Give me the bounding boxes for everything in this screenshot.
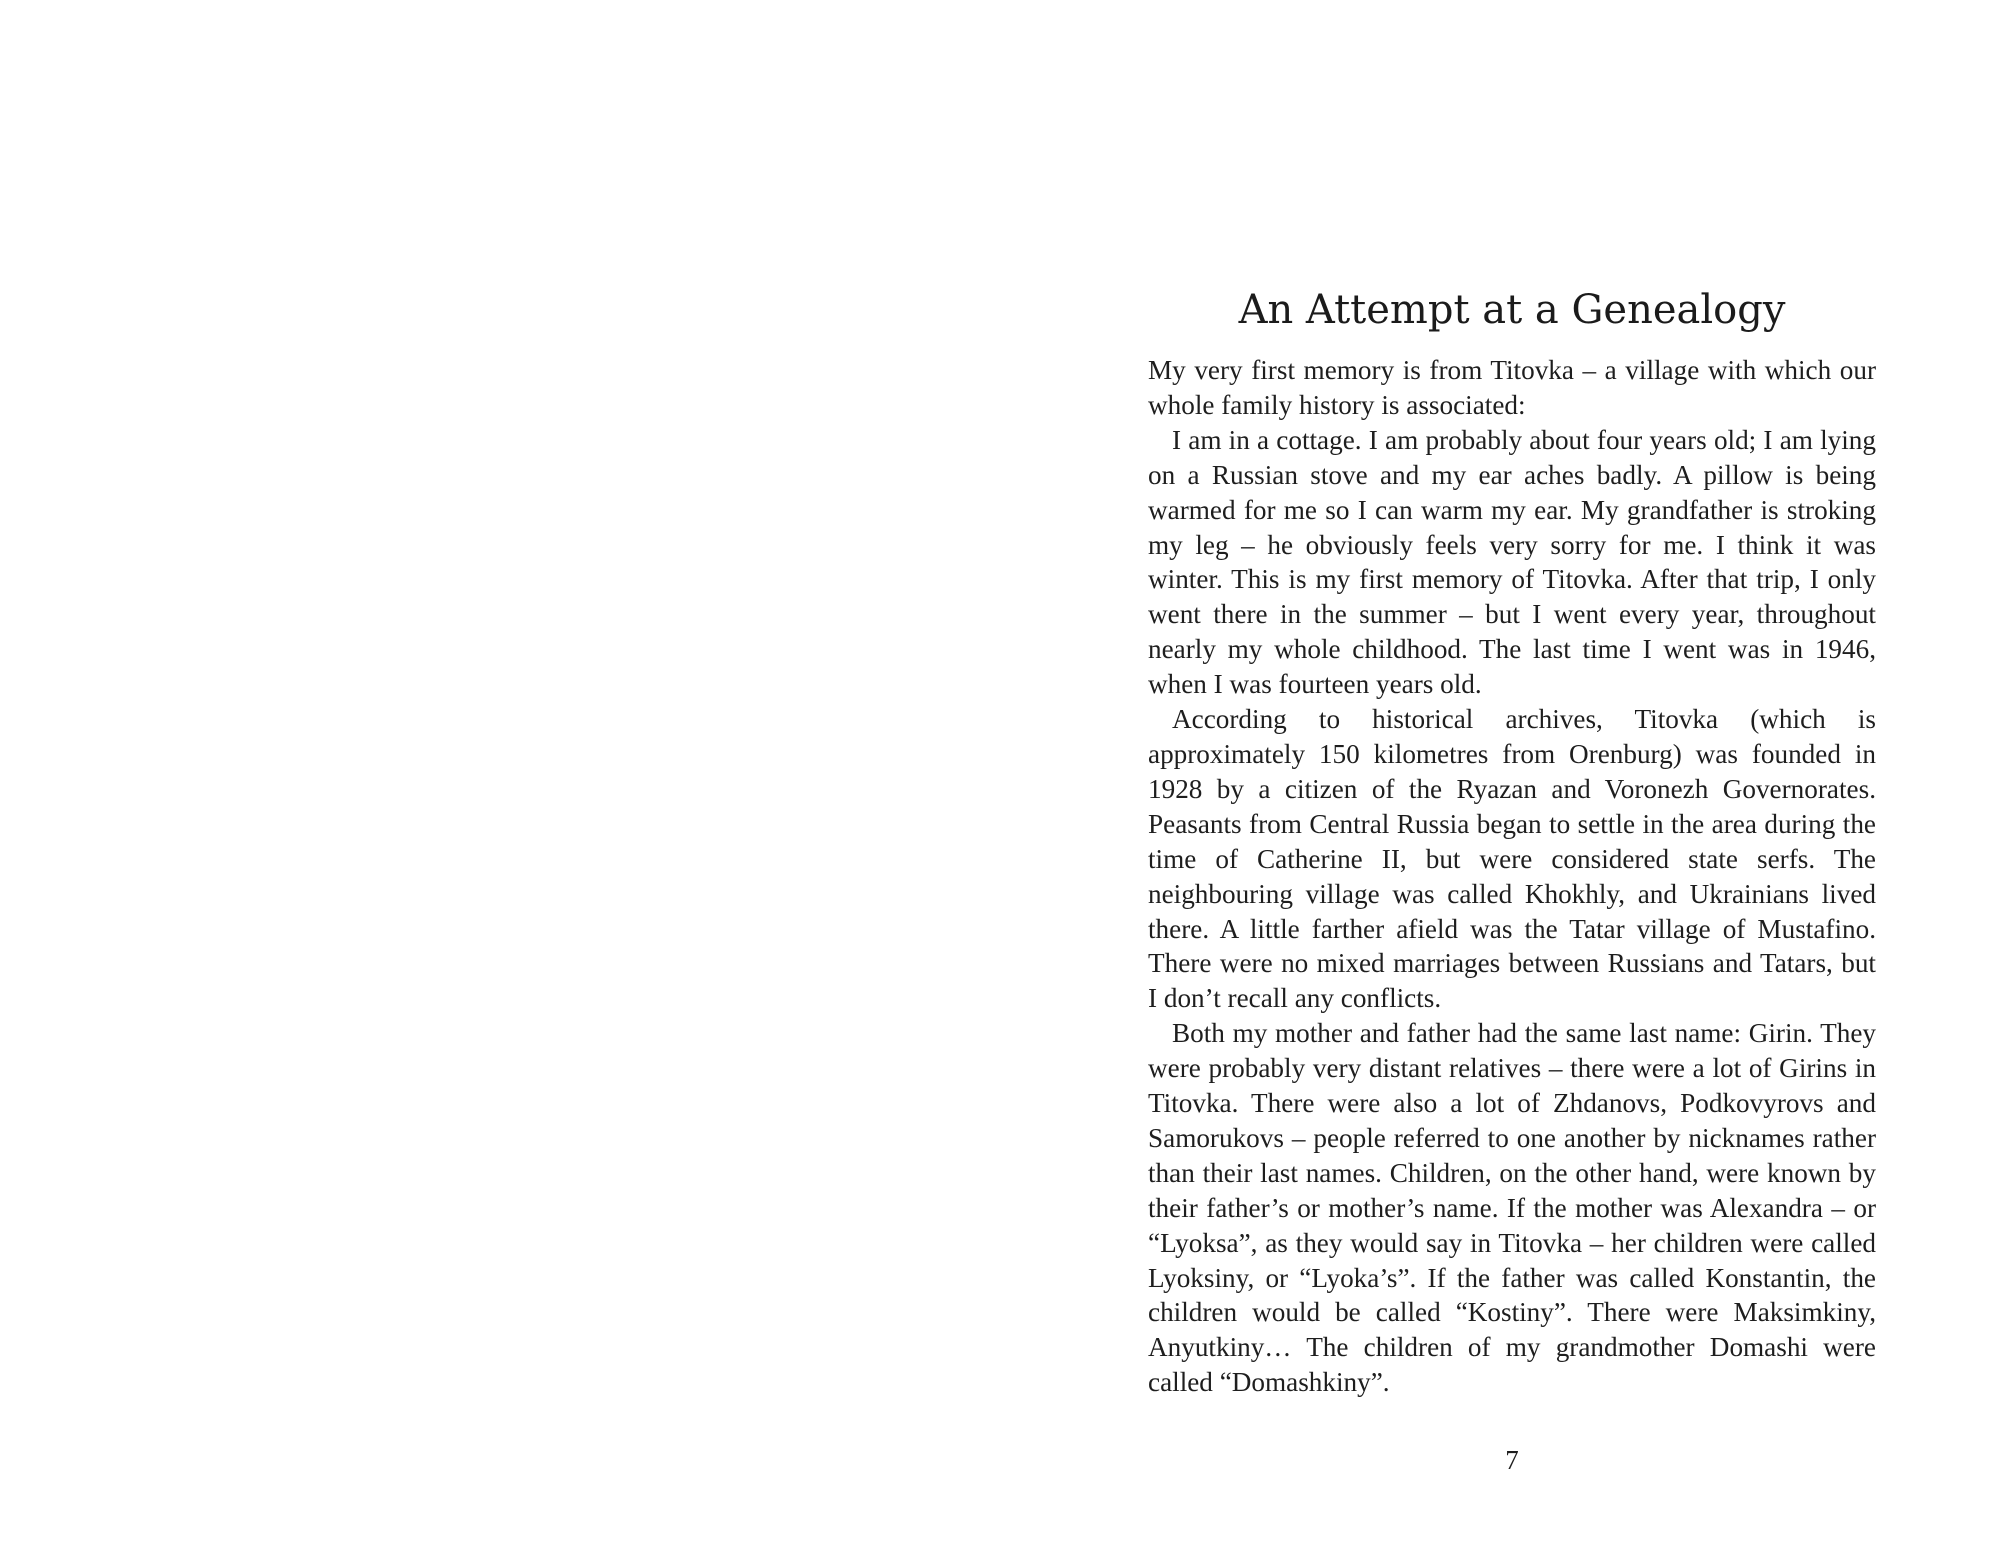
chapter-title: An Attempt at a Genealogy [1238, 287, 1786, 333]
paragraph-4: Both my mother and father had the same last name: Girin. They were probably very distant relatives – there were a lot of Girins in Titovka. There were also a lot of Zhdanovs, Podkovyrovs and Samorukovs – people referred to one another by nicknames rather than their last names. Children, on the other hand, were known by their father’s or mother’s name. If the mother was Alexandra – or “Lyoksa”, as they would say in Titovka – her children were called Lyoksiny, or “Lyoka’s”. If the father was called Konstantin, the children would be called “Kostiny”. There were Maksimkiny, Anyutkiny… The children of my grandmother Domashi were called “Domashkiny”. [1148, 1018, 1876, 1398]
chapter-body [1148, 353, 1876, 1400]
page-number: 7 [1505, 1445, 1519, 1475]
paragraph-2: I am in a cottage. I am probably about four years old; I am lying on a Russian stove and my ear aches badly. A pillow is being warmed for me so I can warm my ear. My grandfather is stroking my leg – he obviously feels very sorry for me. I think it was winter. This is my first memory of Titovka. After that trip, I only went there in the summer – but I went every year, throughout nearly my whole childhood. The last time I went was in 1946, when I was fourteen years old. [1148, 424, 1876, 700]
paragraph-1: My very first memory is from Titovka – a village with which our whole family history is associated: [1148, 355, 1876, 420]
right-page [1000, 0, 2000, 1547]
paragraph-3: According to historical archives, Titovka (which is approximately 150 kilometres from Orenburg) was founded in 1928 by a citizen of the Ryazan and Voronezh Governorates. Peasants from Central Russia began to settle in the area during the time of Catherine II, but were considered state serfs. The neighbouring village was called Khokhly, and Ukrainians lived there. A little farther afield was the Tatar village of Mustafino. There were no mixed marriages between Russians and Tatars, but I don’t recall any conflicts. [1148, 704, 1876, 1014]
